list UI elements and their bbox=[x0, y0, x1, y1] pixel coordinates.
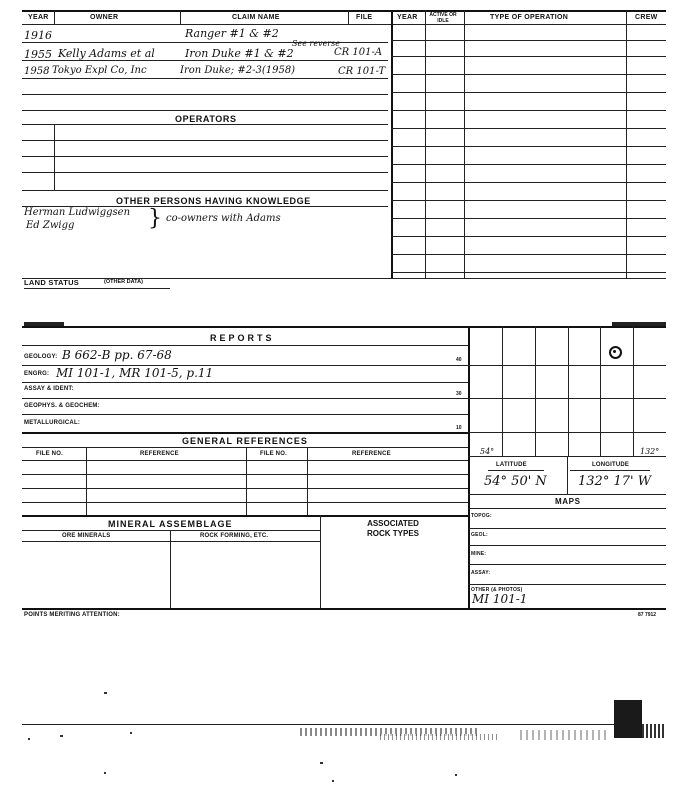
reports-bottom-line bbox=[22, 432, 468, 434]
maps-row-line bbox=[468, 545, 666, 546]
col-divider bbox=[464, 10, 465, 278]
margin-number: 10 bbox=[456, 425, 462, 431]
brace-icon: } bbox=[148, 206, 162, 231]
maps-other-value: MI 101-1 bbox=[472, 592, 528, 606]
metallurgical-label: METALLURGICAL: bbox=[24, 420, 81, 426]
gr-file-no-2: FILE NO. bbox=[260, 451, 287, 457]
maps-header-line bbox=[468, 508, 666, 509]
reports-title: REPORTS bbox=[210, 333, 275, 343]
gr-reference-1: REFERENCE bbox=[140, 451, 179, 457]
operators-row-line bbox=[22, 190, 388, 191]
gr-divider bbox=[246, 447, 247, 515]
row-line bbox=[391, 164, 666, 165]
mineral-assemblage-title: MINERAL ASSEMBLAGE bbox=[108, 519, 233, 529]
scan-dark-block bbox=[614, 700, 642, 738]
scan-noise bbox=[642, 724, 666, 738]
reports-top-border bbox=[22, 326, 666, 328]
engrg-value: MI 101-1, MR 101-5, p.11 bbox=[56, 366, 214, 380]
grid-line bbox=[568, 326, 569, 456]
row-line bbox=[22, 60, 388, 61]
claim-row-3-owner: Tokyo Expl Co, Inc bbox=[52, 65, 147, 76]
co-owners-note: co-owners with Adams bbox=[166, 213, 281, 224]
longitude-line bbox=[570, 470, 650, 471]
location-marker-dot bbox=[613, 350, 616, 353]
col-owner-header: OWNER bbox=[90, 14, 119, 21]
row-line bbox=[391, 74, 666, 75]
ma-divider bbox=[320, 515, 321, 608]
col-year-header: YEAR bbox=[28, 14, 49, 21]
grid-line bbox=[502, 326, 503, 456]
geology-value: B 662-B pp. 67-68 bbox=[62, 348, 172, 362]
margin-number: 30 bbox=[456, 391, 462, 397]
scan-speck bbox=[60, 735, 63, 737]
operators-row-line bbox=[22, 140, 388, 141]
ma-divider bbox=[170, 530, 171, 608]
general-references-title: GENERAL REFERENCES bbox=[182, 436, 308, 446]
latitude-value: 54° 50' N bbox=[484, 474, 547, 489]
row-line bbox=[22, 110, 388, 111]
maps-row-line bbox=[468, 528, 666, 529]
latitude-line bbox=[488, 470, 544, 471]
claim-row-2-claim: Iron Duke #1 & #2 bbox=[185, 47, 294, 60]
longitude-value: 132° 17' W bbox=[578, 474, 652, 489]
scan-speck bbox=[28, 738, 30, 740]
gr-divider bbox=[307, 447, 308, 515]
maps-topog-label: TOPOG: bbox=[471, 513, 492, 519]
grid-right-coord: 132° bbox=[640, 447, 660, 456]
scan-speck bbox=[104, 772, 106, 774]
row-line bbox=[391, 254, 666, 255]
form-number: 87 7912 bbox=[638, 612, 657, 618]
land-status-underline bbox=[24, 288, 170, 289]
claim-row-3-year: 1958 bbox=[24, 66, 50, 77]
table-header-border bbox=[22, 24, 666, 25]
land-status-sub: (OTHER DATA) bbox=[104, 279, 143, 285]
maps-assay-label: ASSAY: bbox=[471, 570, 491, 576]
row-line bbox=[391, 40, 666, 41]
gr-row-line bbox=[22, 488, 468, 489]
gr-file-no-1: FILE NO. bbox=[36, 451, 63, 457]
scan-speck bbox=[455, 774, 457, 776]
grid-line bbox=[600, 326, 601, 456]
operators-divider bbox=[54, 124, 55, 190]
person-2-name: Ed Zwigg bbox=[26, 220, 75, 231]
col-active-header: ACTIVE OR IDLE bbox=[429, 12, 457, 24]
lat-lon-divider bbox=[567, 456, 568, 494]
row-line bbox=[391, 110, 666, 111]
rock-forming-header: ROCK FORMING, ETC. bbox=[200, 533, 269, 539]
maps-geol-label: GEOL: bbox=[471, 532, 488, 538]
geophys-label: GEOPHYS. & GEOCHEM: bbox=[24, 403, 100, 409]
col-divider bbox=[54, 10, 55, 24]
claim-row-1-claim: Ranger #1 & #2 bbox=[185, 27, 279, 40]
row-line bbox=[22, 94, 388, 95]
ma-header-line bbox=[22, 530, 320, 531]
gr-reference-2: REFERENCE bbox=[352, 451, 391, 457]
person-1-name: Herman Ludwiggsen bbox=[24, 207, 131, 218]
ore-minerals-header: ORE MINERALS bbox=[62, 533, 111, 539]
reports-row-line bbox=[22, 398, 468, 399]
claim-row-2-year: 1955 bbox=[24, 48, 52, 61]
assay-label: ASSAY & IDENT: bbox=[24, 386, 74, 392]
ma-bottom-line bbox=[22, 608, 666, 610]
row-line bbox=[391, 200, 666, 201]
operators-title: OPERATORS bbox=[175, 114, 237, 124]
scan-speck bbox=[332, 780, 334, 782]
gr-bottom-line bbox=[22, 515, 468, 517]
gr-row-line bbox=[22, 474, 468, 475]
scan-noise bbox=[520, 730, 610, 740]
col-type-operation-header: TYPE OF OPERATION bbox=[490, 14, 569, 21]
right-panel-border bbox=[468, 326, 470, 608]
scan-speck bbox=[104, 692, 107, 694]
maps-row-line bbox=[468, 564, 666, 565]
grid-line bbox=[468, 432, 666, 433]
claim-row-2-owner: Kelly Adams et al bbox=[58, 47, 155, 60]
points-label: POINTS MERITING ATTENTION: bbox=[24, 612, 120, 618]
col-year2-header: YEAR bbox=[397, 14, 418, 21]
see-reverse-note: See reverse bbox=[292, 39, 340, 48]
col-claim-name-header: CLAIM NAME bbox=[232, 14, 280, 21]
operators-row-line bbox=[22, 156, 388, 157]
grid-line bbox=[468, 365, 666, 366]
row-line bbox=[391, 56, 666, 57]
scan-noise bbox=[380, 734, 500, 740]
margin-number: 40 bbox=[456, 357, 462, 363]
col-divider bbox=[180, 10, 181, 24]
grid-line bbox=[633, 326, 634, 456]
col-divider bbox=[348, 10, 349, 24]
gr-header-bottom bbox=[22, 460, 468, 461]
claim-row-3-claim: Iron Duke; #2-3(1958) bbox=[180, 65, 296, 76]
maps-mine-label: MINE: bbox=[471, 551, 487, 557]
engrg-label: ENGRG: bbox=[24, 371, 50, 377]
row-line bbox=[391, 128, 666, 129]
grid-left-coord: 54° bbox=[480, 447, 495, 456]
gr-header-top bbox=[22, 447, 468, 448]
maps-row-line bbox=[468, 584, 666, 585]
reports-row-line bbox=[22, 414, 468, 415]
reports-row-line bbox=[22, 382, 468, 383]
row-line bbox=[391, 218, 666, 219]
main-vertical-divider bbox=[391, 10, 393, 278]
row-line bbox=[391, 92, 666, 93]
lat-lon-bottom-line bbox=[468, 494, 666, 495]
maps-title: MAPS bbox=[555, 497, 581, 506]
row-line bbox=[391, 146, 666, 147]
longitude-label: LONGITUDE bbox=[592, 462, 630, 468]
row-line bbox=[391, 272, 666, 273]
gr-row-line bbox=[22, 502, 468, 503]
row-line bbox=[391, 182, 666, 183]
claim-row-3-file: CR 101-T bbox=[338, 66, 386, 77]
row-line bbox=[391, 236, 666, 237]
row-line bbox=[22, 78, 388, 79]
operators-header-line bbox=[22, 124, 388, 125]
latitude-label: LATITUDE bbox=[496, 462, 527, 468]
reports-header-line bbox=[22, 345, 468, 346]
col-divider bbox=[425, 10, 426, 278]
other-persons-title: OTHER PERSONS HAVING KNOWLEDGE bbox=[116, 196, 311, 206]
land-status-label: LAND STATUS bbox=[24, 278, 80, 287]
operators-row-line bbox=[22, 172, 388, 173]
associated-rock-types: ASSOCIATED ROCK TYPES bbox=[366, 519, 419, 538]
grid-line bbox=[468, 398, 666, 399]
ma-subheader-line bbox=[22, 541, 320, 542]
maps-other-label: OTHER (& PHOTOS) bbox=[471, 587, 523, 593]
table-top-border bbox=[22, 10, 666, 12]
grid-line bbox=[535, 326, 536, 456]
col-crew-header: CREW bbox=[635, 14, 658, 21]
geology-label: GEOLOGY: bbox=[24, 354, 58, 360]
scan-speck bbox=[130, 732, 132, 734]
claim-row-2-file: CR 101-A bbox=[334, 47, 383, 58]
scan-artifact-line bbox=[22, 724, 666, 725]
col-divider bbox=[626, 10, 627, 278]
col-file-header: FILE bbox=[356, 14, 373, 21]
scan-speck bbox=[320, 762, 323, 764]
gr-divider bbox=[86, 447, 87, 515]
claim-row-1-year: 1916 bbox=[24, 29, 52, 42]
